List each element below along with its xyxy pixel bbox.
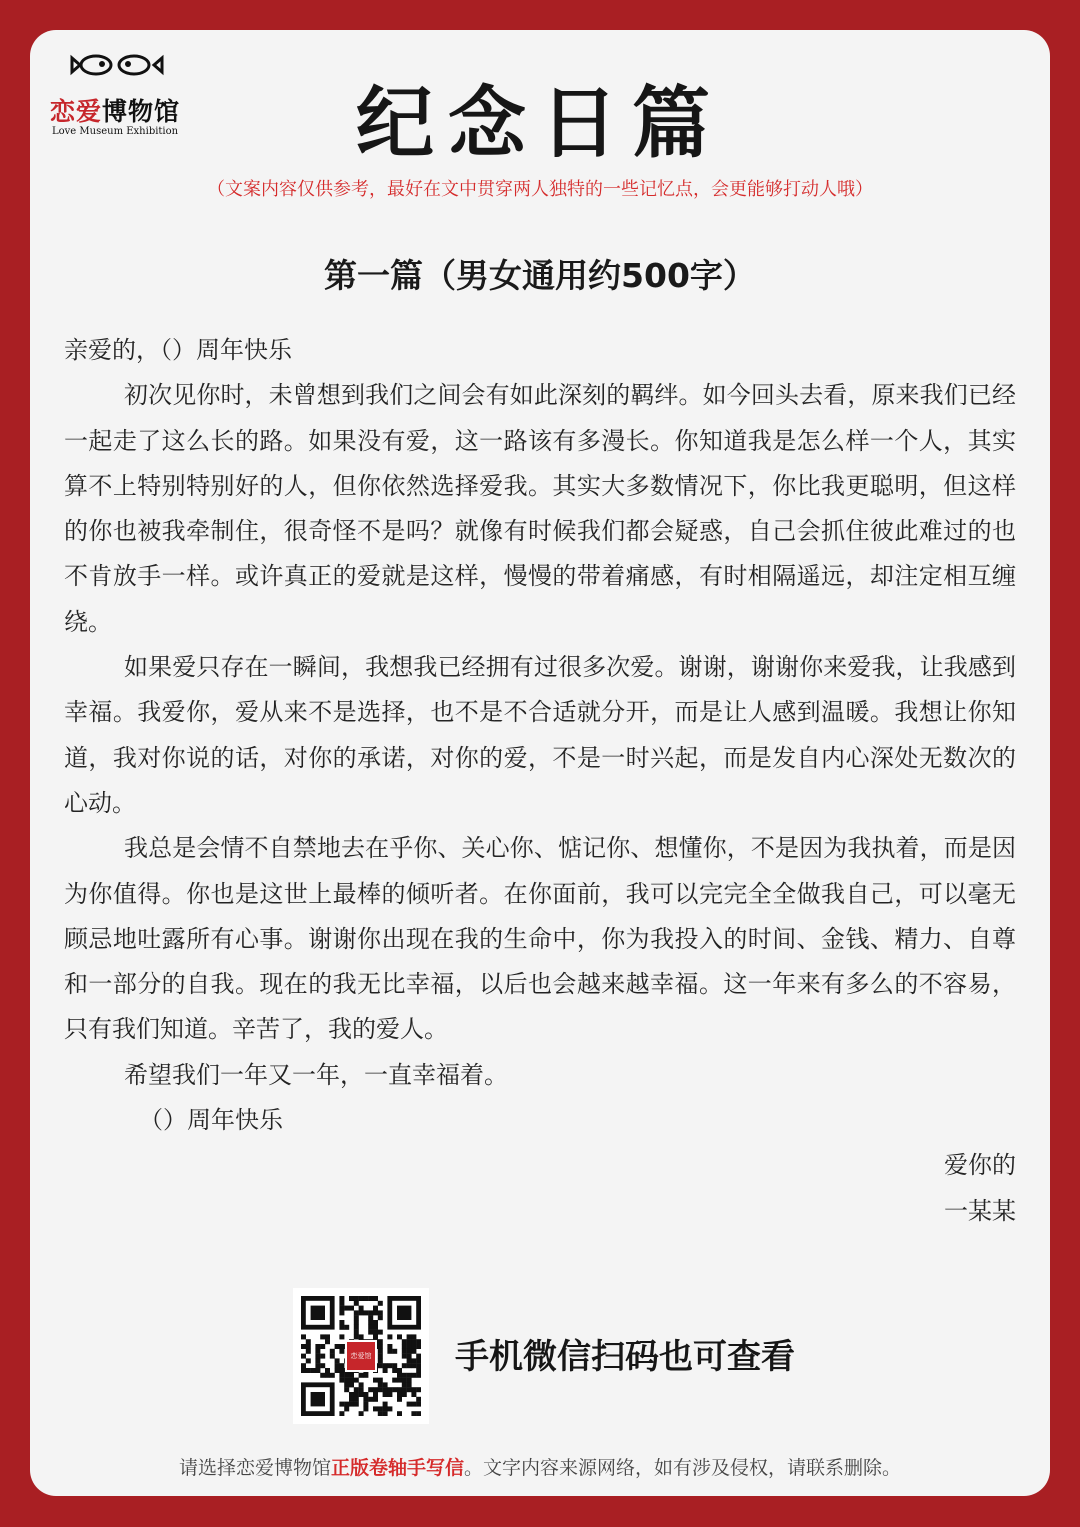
section-title: 第一篇（男女通用约500字） [324,256,756,295]
letter-signoff: 爱你的 [944,1151,1016,1180]
letter-greeting: 亲爱的，（）周年快乐 [64,336,292,364]
qr-caption: 手机微信扫码也可查看 [455,1337,795,1377]
brand-name: 恋爱博物馆 [50,97,181,126]
letter-signature: 一某某 [944,1196,1016,1225]
page-title: 纪念日篇 [355,78,724,169]
footer-highlight: 正版卷轴手写信 [330,1457,464,1479]
brand-subtitle: Love Museum Exhibition [52,126,179,137]
qr-center-logo: 恋爱馆 [345,1340,377,1372]
letter-paragraph: 我总是会情不自禁地去在乎你、关心你、惦记你、想懂你，不是因为我执着，而是因为你值得。你也是这世上最棒的倾听者。在你面前，我可以完完全全做我自己，可以毫无顾忌地吐露所有心事。谢谢你出现在我的生命中，你为我投入的时间、金钱、精力、自尊和一部分的自我。现在的我无比幸福，以后也会越来越幸福。这一年来有多么的不容易，只有我们知道。辛苦了，我的爱人。 [64,834,1016,1044]
letter-paragraph: 初次见你时，未曾想到我们之间会有如此深刻的羁绊。如今回头去看，原来我们已经一起走了这么长的路。如果没有爱，这一路该有多漫长。你知道我是怎么样一个人，其实算不上特别特别好的人，但你依然选择爱我。其实大多数情况下，你比我更聪明，但这样的你也被我牵制住，很奇怪不是吗？就像有时候我们都会疑惑，自己会抓住彼此难过的也不肯放手一样。或许真正的爱就是这样，慢慢的带着痛感，有时相隔遥远，却注定相互缠绕。 [64,381,1016,636]
fish-icon [68,48,166,82]
reference-note: （文案内容仅供参考，最好在文中贯穿两人独特的一些记忆点，会更能够打动人哦） [207,179,873,200]
footer-disclaimer: 请选择恋爱博物馆正版卷轴手写信。文字内容来源网络，如有涉及侵权，请联系删除。 [178,1457,902,1479]
letter-wish: 希望我们一年又一年，一直幸福着。 [124,1060,508,1089]
letter-closing: （）周年快乐 [139,1106,283,1135]
letter-paragraph: 如果爱只存在一瞬间，我想我已经拥有过很多次爱。谢谢，谢谢你来爱我，让我感到幸福。我爱你，爱从来不是选择，也不是不合适就分开，而是让人感到温暖。我想让你知道，我对你说的话，对你的承诺，对你的爱，不是一时兴起，而是发自内心深处无数次的心动。 [64,653,1016,817]
qr-code[interactable] [293,1288,429,1424]
letter-body [64,328,1016,1234]
letter-card [30,30,1050,1496]
